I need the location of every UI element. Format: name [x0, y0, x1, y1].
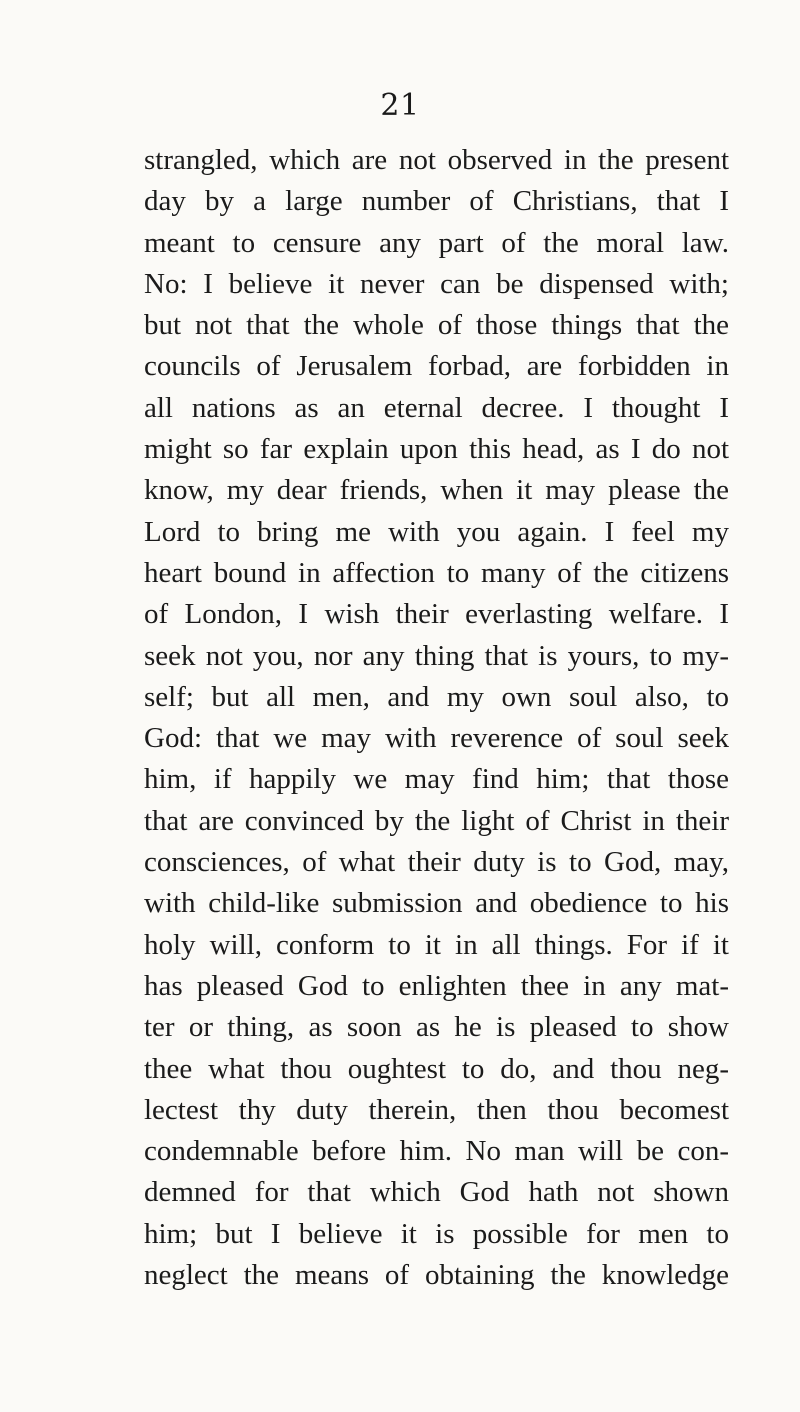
text-line: of London, I wish their everlasting welfare. I [144, 598, 729, 631]
text-line: condemnable before him. No man will be con- [144, 1135, 729, 1168]
text-line: that are convinced by the light of Christ in their [144, 804, 729, 837]
text-line: councils of Jerusalem forbad, are forbidden in [144, 350, 729, 383]
text-line: Lord to bring me with you again. I feel my [144, 515, 729, 548]
text-line: ter or thing, as soon as he is pleased to show [144, 1011, 729, 1044]
text-line: has pleased God to enlighten thee in any mat- [144, 969, 729, 1002]
text-line: him; but I believe it is possible for men to [144, 1217, 729, 1250]
text-line: self; but all men, and my own soul also, to [144, 680, 729, 713]
text-line: with child-like submission and obedience to his [144, 887, 729, 920]
text-line: him, if happily we may find him; that those [144, 763, 729, 796]
text-line: all nations as an eternal decree. I thought I [144, 391, 729, 424]
text-line: demned for that which God hath not shown [144, 1176, 729, 1209]
text-line: lectest thy duty therein, then thou becomest [144, 1093, 729, 1126]
text-line: know, my dear friends, when it may please the [144, 474, 729, 507]
body-text [144, 140, 729, 1296]
text-line: but not that the whole of those things that the [144, 309, 729, 342]
text-line: God: that we may with reverence of soul seek [144, 722, 729, 755]
text-line: holy will, conform to it in all things. For if it [144, 928, 729, 961]
text-line: seek not you, nor any thing that is yours, to my- [144, 639, 729, 672]
text-line: meant to censure any part of the moral law. [144, 226, 729, 259]
text-line: might so far explain upon this head, as I do not [144, 433, 729, 466]
text-line: consciences, of what their duty is to God, may, [144, 846, 729, 879]
text-line: strangled, which are not observed in the present [144, 144, 729, 176]
text-line: day by a large number of Christians, that I [144, 185, 729, 218]
text-line: No: I believe it never can be dispensed with; [144, 267, 729, 300]
text-line: thee what thou oughtest to do, and thou neg- [144, 1052, 729, 1085]
page-number: 21 [380, 88, 420, 123]
text-line: neglect the means of obtaining the knowledge [144, 1259, 729, 1292]
text-line: heart bound in affection to many of the citizens [144, 556, 729, 589]
